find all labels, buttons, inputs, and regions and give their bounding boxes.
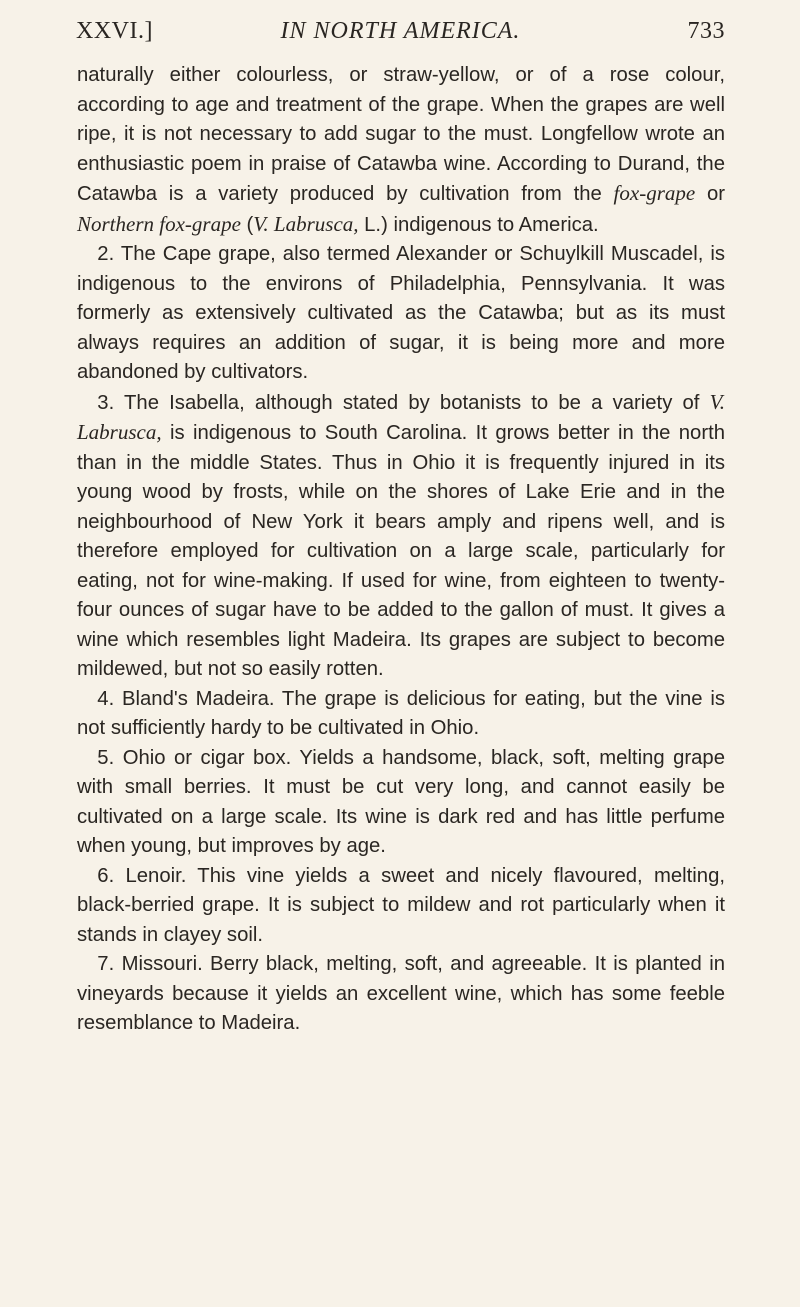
paragraph-missouri [77,950,725,1039]
running-title: IN NORTH AMERICA. [280,18,521,44]
text-run: 3. The Isabella, although stated by botanists to be a variety of [97,391,710,414]
text-run: naturally either colourless, or straw-yellow, or of a rose colour, according to age and treatment of the grape. When the grapes are well ripe, it is not necessary to add sugar to the must. Longfellow wrote an enthusiastic poem in praise of Catawba wine. According to Durand, the Catawba is a variety produced by cultivation from the [77,64,725,205]
paragraph-cape-grape [77,240,725,388]
text-run: is indigenous to South Carolina. It grows better in the north than in the middle States. Thus in Ohio it is frequently injured in its young wood by frosts, while on the shores of Lake Erie and in the neighbourhood of New York it bears amply and ripens well, and is therefore employed for cultivation on a large scale, particularly for eating, not for wine-making. If used for wine, from eighteen to twenty-four ounces of sugar have to be added to the gallon of must. It gives a wine which resembles light Madeira. Its grapes are subject to become mildewed, but not so easily rotten. [77,422,725,680]
text-run: L.) indigenous to America. [358,213,599,236]
running-header [76,18,725,58]
text-run: 2. The Cape grape, also termed Alexander or Schuylkill Muscadel, is indigenous to the environs of Philadelphia, Pennsylvania. It was formerly as extensively cultivated as the Catawba; but as its must always requires an addition of sugar, it is being more and more abandoned by cultivators. [77,243,725,383]
italic-term: V. Labrusca, [77,389,725,444]
text-run: 4. Bland's Madeira. The grape is delicious for eating, but the vine is not sufficiently hardy to be cultivated in Ohio. [77,687,725,739]
paragraph-isabella [77,388,725,685]
body-text [77,61,725,1039]
text-run: ( [240,213,254,236]
page-number: 733 [687,18,725,44]
paragraph-blands-madeira [77,685,725,744]
italic-term: fox-grape [613,181,696,205]
italic-term: Northern fox-grape [77,211,241,236]
text-run: or [695,183,726,205]
paragraph-continued [77,61,725,240]
chapter-number: XXVI.] [76,18,153,44]
text-run: 6. Lenoir. This vine yields a sweet and nicely flavoured, melting, black-berried grape. It is subject to mildew and rot particularly when it stands in clayey soil. [77,864,725,946]
text-run: 5. Ohio or cigar box. Yields a handsome, black, soft, melting grape with small berries. It must be cut very long, and cannot easily be cultivated on a large scale. Its wine is dark red and has little perfume when young, but improves by age. [77,746,725,857]
text-run: 7. Missouri. Berry black, melting, soft, and agreeable. It is planted in vineyards because it yields an excellent wine, which has some feeble resemblance to Madeira. [77,953,725,1034]
paragraph-lenoir [77,862,725,951]
paragraph-ohio [77,744,725,862]
italic-term: V. Labrusca, [253,211,359,236]
